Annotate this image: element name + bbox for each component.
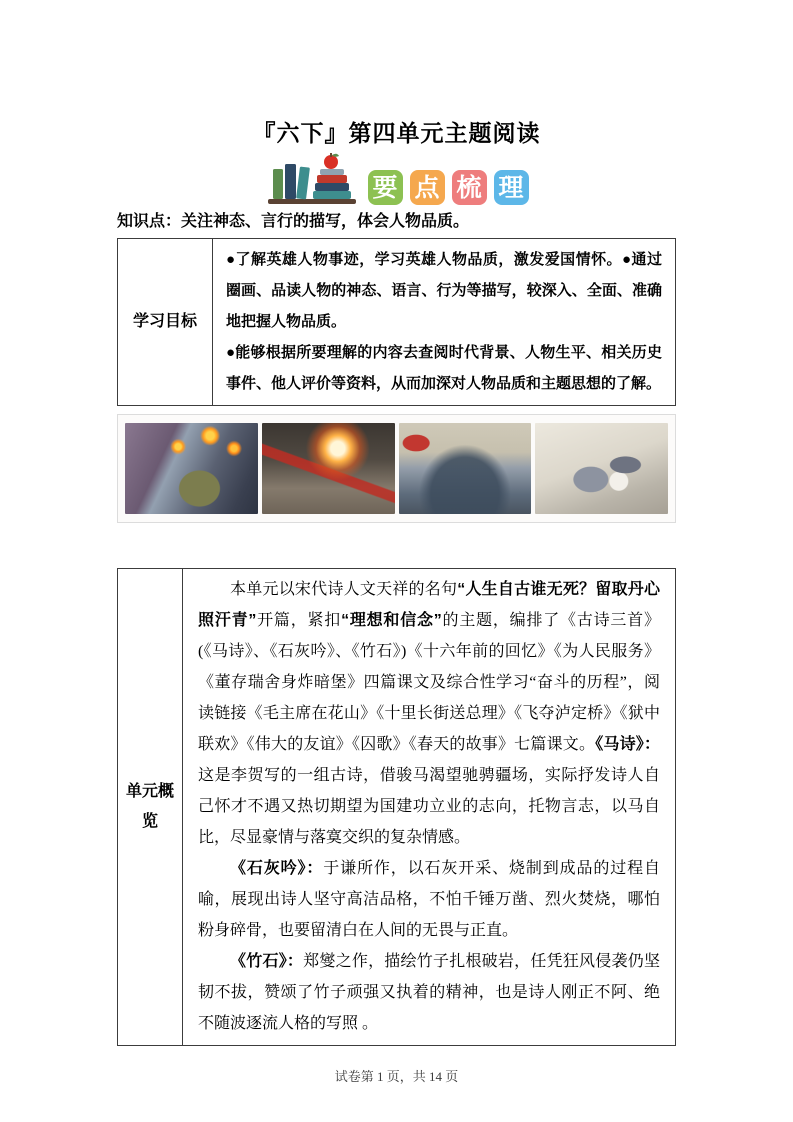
illustration-crowd-with-red-flag <box>399 423 532 514</box>
badge-dian: 点 <box>410 170 445 205</box>
badge-yao: 要 <box>368 170 403 205</box>
illustration-soldiers-escorting-prisoner <box>535 423 668 514</box>
illustration-battle-painting <box>262 423 395 514</box>
key-points-banner <box>117 153 676 207</box>
overview-paragraph: 《竹石》：郑燮之作，描绘竹子扎根破岩，任凭狂风侵袭仍坚韧不拔，赞颂了竹子顽强又执着的精神，也是诗人刚正不阿、绝不随波逐流人格的写照 。 <box>198 953 660 1032</box>
badge-li: 理 <box>494 170 529 205</box>
overview-label: 单元概览 <box>118 569 183 1046</box>
page-title: 『六下』第四单元主题阅读 <box>252 120 541 146</box>
badge-shu: 梳 <box>452 170 487 205</box>
overview-table <box>117 568 676 1046</box>
illustration-strip <box>117 414 676 523</box>
objective-item: ●了解英雄人物事迹，学习英雄人物品质，激发爱国情怀。●通过圈画、品读人物的神态、语言、行为等描写，较深入、全面、准确地把握人物品质。 <box>226 251 662 330</box>
document-page <box>117 0 676 1046</box>
illustration-night-march-with-torches <box>125 423 258 514</box>
books-stack-icon <box>265 153 361 207</box>
objectives-table <box>117 238 676 406</box>
page-footer: 试卷第 1 页，共 14 页 <box>334 1069 459 1084</box>
overview-paragraph: 《石灰吟》：于谦所作，以石灰开采、烧制到成品的过程自喻，展现出诗人坚守高洁品格，不怕千锤万凿、烈火焚烧，哪怕粉身碎骨，也要留清白在人间的无畏与正直。 <box>198 860 660 939</box>
objectives-content <box>213 239 676 406</box>
overview-paragraph: 本单元以宋代诗人文天祥的名句“人生自古谁无死？留取丹心照汗青”开篇，紧扣“理想和信念”的主题，编排了《古诗三首》(《马诗》、《石灰吟》、《竹石》)《十六年前的回忆》《为人民服务》《董存瑞舍身炸暗堡》四篇课文及综合性学习“奋斗的历程”，阅读链接《毛主席在花山》《十里长街送总理》《飞夺泸定桥》《狱中联欢》《伟大的友谊》《囚歌》《春天的故事》七篇课文。《马诗》：这是李贺写的一组古诗，借骏马渴望驰骋疆场，实际抒发诗人自己怀才不遇又热切期望为国建功立业的志向，托物言志，以马自比，尽显豪情与落寞交织的复杂情感。 <box>198 581 660 846</box>
overview-content <box>183 569 676 1046</box>
objective-item: ●能够根据所要理解的内容去查阅时代背景、人物生平、相关历史事件、他人评价等资料，从而加深对人物品质和主题思想的了解。 <box>226 344 662 392</box>
objectives-label: 学习目标 <box>118 239 213 406</box>
knowledge-point: 知识点：关注神态、言行的描写，体会人物品质。 <box>117 213 470 230</box>
